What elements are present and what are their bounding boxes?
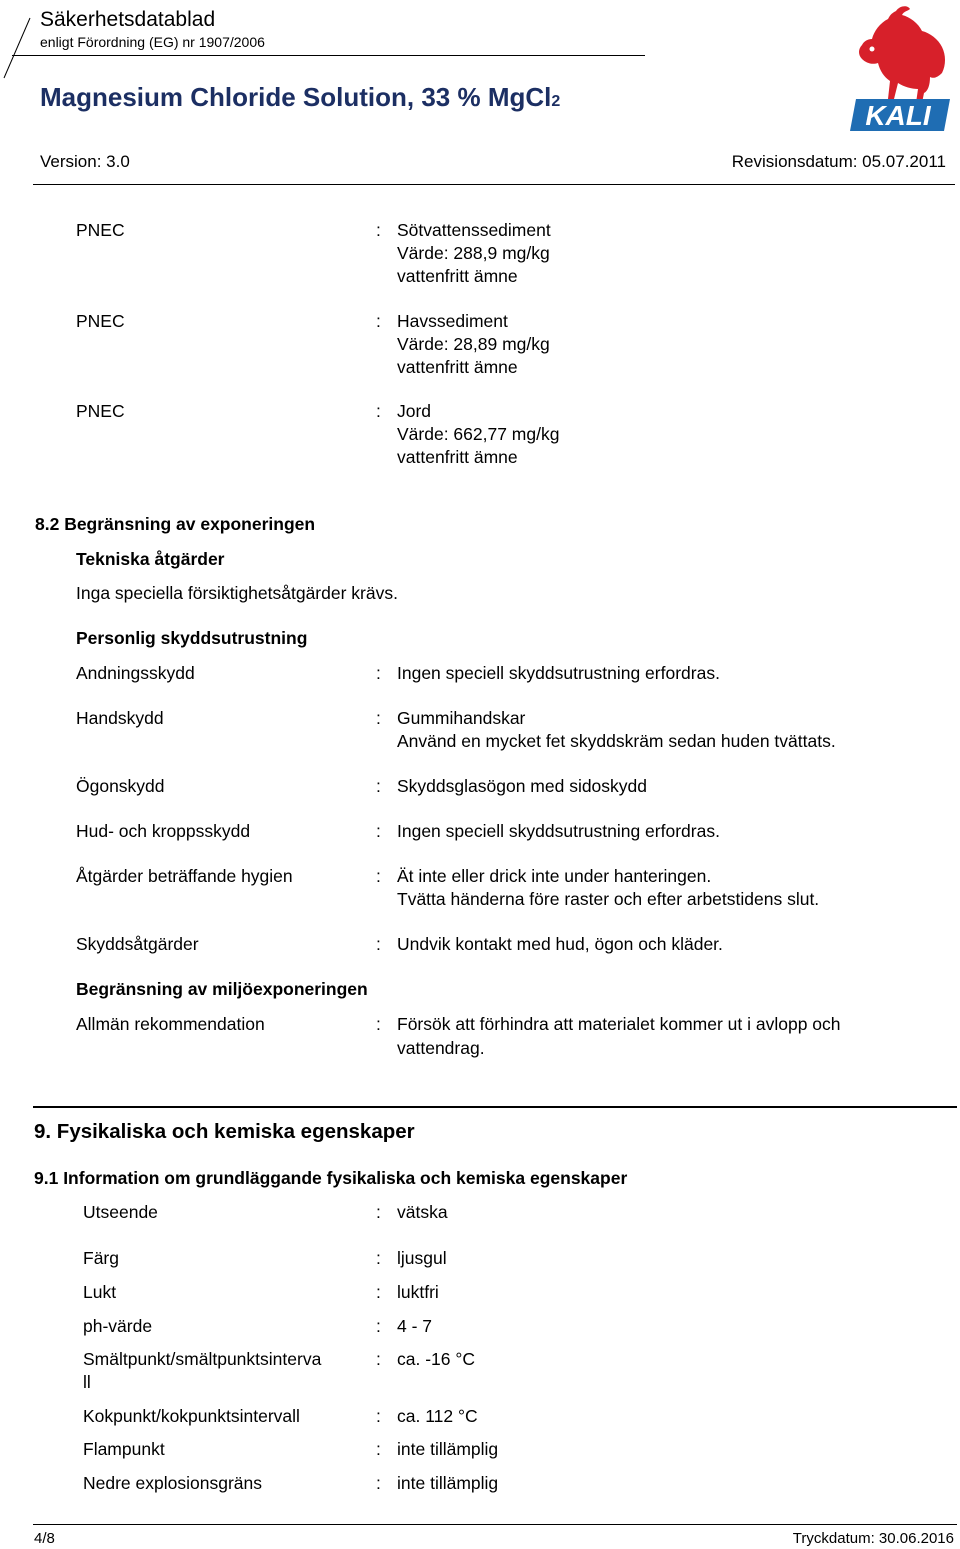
- separator-colon: :: [376, 1473, 381, 1493]
- property-label: Smältpunkt/smältpunktsinterva: [83, 1349, 322, 1369]
- pnec-basis: vattenfritt ämne: [397, 266, 518, 286]
- separator-colon: :: [376, 311, 381, 331]
- ppe-value: Ingen speciell skyddsutrustning erfordras.: [397, 821, 720, 841]
- pnec-basis: vattenfritt ämne: [397, 447, 518, 467]
- header-divider: [12, 55, 645, 56]
- pnec-basis: vattenfritt ämne: [397, 357, 518, 377]
- pnec-medium: Jord: [397, 401, 432, 421]
- section-9-rule: [33, 1106, 957, 1108]
- separator-colon: :: [376, 821, 381, 841]
- separator-colon: :: [376, 934, 381, 954]
- ppe-label: Skyddsåtgärder: [76, 934, 199, 954]
- pnec-value: Värde: 662,77 mg/kg: [397, 424, 560, 444]
- property-label: Kokpunkt/kokpunktsintervall: [83, 1406, 300, 1426]
- kali-bull-logo: [838, 3, 954, 133]
- pnec-value: Värde: 288,9 mg/kg: [397, 243, 550, 263]
- ppe-value: Använd en mycket fet skyddskräm sedan huden tvättats.: [397, 731, 836, 751]
- ppe-value: Gummihandskar: [397, 708, 526, 728]
- separator-colon: :: [376, 1349, 381, 1369]
- property-value: inte tillämplig: [397, 1473, 499, 1493]
- property-value: luktfri: [397, 1282, 439, 1302]
- property-label-wrap: ll: [83, 1372, 91, 1392]
- separator-colon: :: [376, 776, 381, 796]
- logo-text: KALI: [865, 100, 931, 131]
- property-label: Nedre explosionsgräns: [83, 1473, 262, 1493]
- pnec-label: PNEC: [76, 401, 125, 421]
- env-exposure-heading: Begränsning av miljöexponeringen: [76, 979, 368, 999]
- pnec-label: PNEC: [76, 311, 125, 331]
- ppe-value: Ingen speciell skyddsutrustning erfordras.: [397, 663, 720, 683]
- ppe-heading: Personlig skyddsutrustning: [76, 628, 308, 648]
- document-subtitle: enligt Förordning (EG) nr 1907/2006: [40, 34, 265, 50]
- property-value: ca. -16 °C: [397, 1349, 475, 1369]
- property-label: Flampunkt: [83, 1439, 165, 1459]
- property-label: Lukt: [83, 1282, 117, 1302]
- section-9-1-heading: 9.1 Information om grundläggande fysikaliska och kemiska egenskaper: [34, 1168, 628, 1188]
- env-value: Försök att förhindra att materialet kommer ut i avlopp och: [397, 1014, 841, 1034]
- ppe-label: Ögonskydd: [76, 776, 165, 796]
- ppe-label: Andningsskydd: [76, 663, 195, 683]
- separator-colon: :: [376, 401, 381, 421]
- ppe-label: Handskydd: [76, 708, 164, 728]
- property-value: ljusgul: [397, 1248, 447, 1268]
- technical-measures-text: Inga speciella försiktighetsåtgärder krävs.: [76, 583, 398, 603]
- ppe-value: Ät inte eller drick inte under hanteringen.: [397, 866, 712, 886]
- property-value: inte tillämplig: [397, 1439, 499, 1459]
- separator-colon: :: [376, 663, 381, 683]
- property-value: ca. 112 °C: [397, 1406, 478, 1426]
- section-8-2-heading: 8.2 Begränsning av exponeringen: [35, 514, 316, 534]
- separator-colon: :: [376, 1248, 381, 1268]
- revision-date: Revisionsdatum: 05.07.2011: [731, 152, 946, 171]
- print-date: Tryckdatum: 30.06.2016: [792, 1530, 954, 1547]
- product-name: Magnesium Chloride Solution, 33 % MgCl2: [40, 82, 561, 112]
- separator-colon: :: [376, 1202, 381, 1222]
- pnec-value: Värde: 28,89 mg/kg: [397, 334, 550, 354]
- separator-colon: :: [376, 1406, 381, 1426]
- property-value: 4 - 7: [397, 1316, 433, 1336]
- ppe-value: Skyddsglasögon med sidoskydd: [397, 776, 648, 796]
- ppe-value: Undvik kontakt med hud, ögon och kläder.: [397, 934, 723, 954]
- separator-colon: :: [376, 220, 381, 240]
- header-slash-line: [0, 0, 40, 80]
- separator-colon: :: [376, 1316, 381, 1336]
- property-label: ph-värde: [83, 1316, 153, 1336]
- footer-rule: [33, 1524, 957, 1525]
- ppe-label: Åtgärder beträffande hygien: [76, 866, 293, 886]
- page-number: 4/8: [34, 1530, 55, 1547]
- document-title: Säkerhetsdatablad: [40, 8, 216, 31]
- pnec-medium: Havssediment: [397, 311, 508, 331]
- ppe-value: Tvätta händerna före raster och efter arbetstidens slut.: [397, 889, 820, 909]
- separator-colon: :: [376, 866, 381, 886]
- technical-measures-heading: Tekniska åtgärder: [76, 549, 225, 569]
- pnec-medium: Sötvattenssediment: [397, 220, 551, 240]
- property-label: Utseende: [83, 1202, 158, 1222]
- separator-colon: :: [376, 1439, 381, 1459]
- property-value: vätska: [397, 1202, 448, 1222]
- pnec-label: PNEC: [76, 220, 125, 240]
- header-rule: [33, 184, 955, 185]
- property-label: Färg: [83, 1248, 119, 1268]
- env-value: vattendrag.: [397, 1038, 485, 1058]
- separator-colon: :: [376, 1282, 381, 1302]
- separator-colon: :: [376, 1014, 381, 1034]
- ppe-label: Hud- och kroppsskydd: [76, 821, 251, 841]
- version-label: Version: 3.0: [40, 152, 130, 171]
- separator-colon: :: [376, 708, 381, 728]
- section-9-heading: 9. Fysikaliska och kemiska egenskaper: [34, 1120, 415, 1143]
- env-label: Allmän rekommendation: [76, 1014, 265, 1034]
